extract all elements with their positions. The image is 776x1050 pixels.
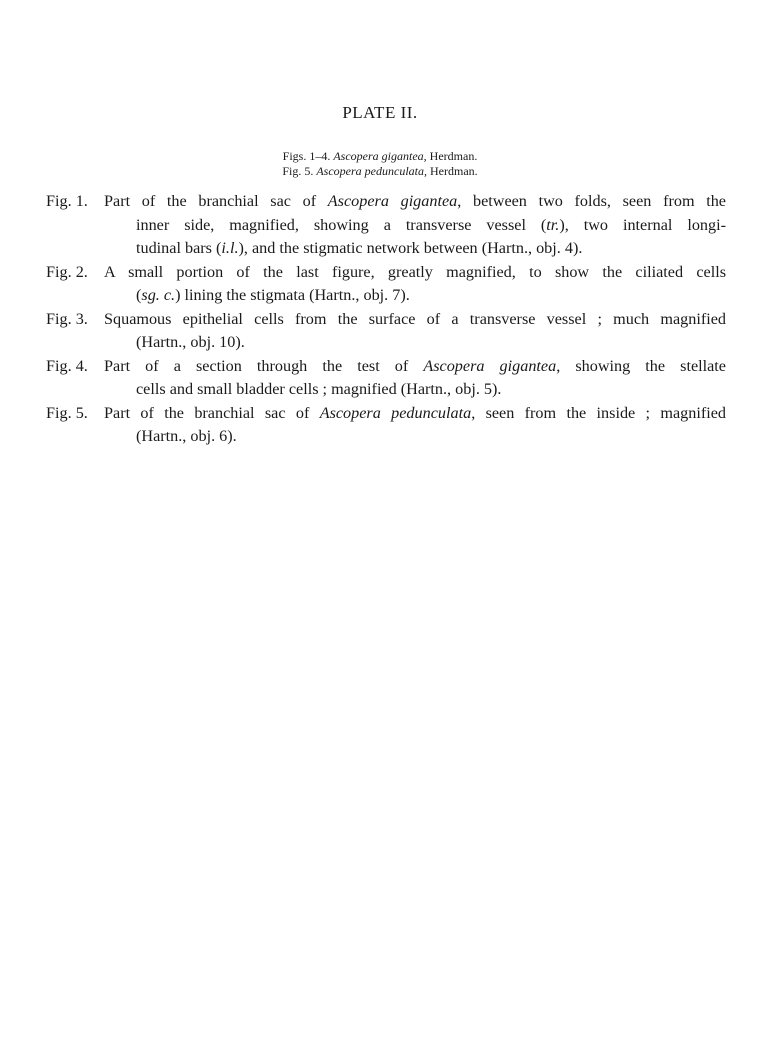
caption-fig-3 <box>46 308 726 355</box>
caption-line: (Hartn., obj. 6). <box>136 427 237 445</box>
caption-text <box>104 355 726 402</box>
caption-fig-5 <box>46 402 726 449</box>
caption-text-run: ), and the stigmatic network between (Hartn., obj. 4). <box>238 239 583 257</box>
caption-text-run: inner side, magnified, showing a transverse vessel ( <box>136 215 547 234</box>
abbreviation: tr. <box>546 215 560 234</box>
abbreviation: i.l. <box>221 239 239 257</box>
caption-text-run: ), two internal longi- <box>559 215 726 234</box>
caption-text-run: tudinal bars ( <box>136 239 222 257</box>
caption-line: Squamous epithelial cells from the surface of a transverse vessel ; much magnified <box>104 309 726 328</box>
caption-text-run: ( <box>136 286 142 304</box>
caption-line <box>104 214 726 238</box>
caption-label: Fig. 2. <box>46 262 88 281</box>
subhead-author: Herdman. <box>430 164 478 178</box>
caption-line: A small portion of the last figure, greatly magnified, to show the ciliated cells <box>104 262 726 281</box>
abbreviation: sg. c. <box>141 286 176 304</box>
caption-text-run: , showing the stellate <box>556 356 726 375</box>
subhead-prefix: Fig. 5. <box>282 164 314 178</box>
species-name: Ascopera gigantea <box>423 356 557 375</box>
caption-line: (Hartn., obj. 10). <box>136 333 245 351</box>
subhead-author: Herdman. <box>429 149 478 163</box>
subhead-species: Ascopera gigantea, <box>333 149 427 163</box>
caption-text-run: ) lining the stigmata (Hartn., obj. 7). <box>175 286 410 304</box>
figure-captions <box>46 190 726 449</box>
caption-line <box>104 190 726 214</box>
caption-fig-4 <box>46 355 726 402</box>
caption-fig-2 <box>46 261 726 308</box>
caption-label: Fig. 1. <box>46 192 88 210</box>
caption-text-run: Part of a section through the test of <box>104 356 424 375</box>
caption-label: Fig. 3. <box>46 309 88 328</box>
caption-text-run: , seen from the inside ; magnified <box>471 403 726 422</box>
species-name: Ascopera gigantea <box>327 192 458 210</box>
caption-fig-1 <box>46 190 726 261</box>
caption-label: Fig. 4. <box>46 356 88 375</box>
subhead-prefix: Figs. 1–4. <box>282 149 331 163</box>
caption-text <box>104 402 726 449</box>
caption-line <box>104 284 726 308</box>
caption-line: cells and small bladder cells ; magnified (Hartn., obj. 5). <box>136 380 502 398</box>
caption-line <box>104 355 726 379</box>
caption-line <box>104 402 726 426</box>
caption-text-run: Part of the branchial sac of <box>104 192 328 210</box>
species-name: Ascopera pedunculata <box>319 403 472 422</box>
plate-title: PLATE II. <box>342 103 418 122</box>
caption-text-run: , between two folds, seen from the <box>457 192 726 210</box>
caption-label: Fig. 5. <box>46 403 88 422</box>
subhead-fig-5 <box>0 164 768 179</box>
caption-text <box>104 190 726 261</box>
subhead-species: Ascopera pedunculata, <box>316 164 427 178</box>
caption-text-run: Part of the branchial sac of <box>104 403 320 422</box>
caption-line <box>104 237 726 261</box>
caption-text <box>104 308 726 355</box>
subhead-figs-1-4 <box>0 149 768 164</box>
caption-text <box>104 261 726 308</box>
